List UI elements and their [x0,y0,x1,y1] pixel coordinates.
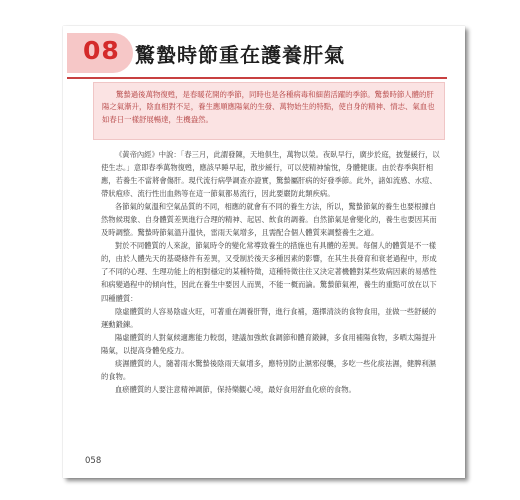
body-paragraph: 《黃帝內經》中說：「春三月，此謂發陳，天地俱生，萬物以榮。夜臥早行，廣步於庭，披髮緩行，以使生志。」意即春季萬物復甦，應該早睡早起，散步緩行，可以使精神愉悅，身體健康。由於春季與肝相應，若養生不當將會傷肝。現代流行病學調查亦證實，驚蟄屬肝病的好發季節。此外，諸如流感、水痘、帶狀疱疹、流行性出血熱等在這一節氣都易流行，因此要嚴防此類疾病。 [101,150,440,199]
chapter-badge [67,33,133,73]
body-paragraph: 各節氣的氣溫和空氣品質的不同，相應的就會有不同的養生方法，所以，驚蟄節氣的養生也要根據自然物候現象、自身體質差異進行合理的精神、起居、飲食的調養。自然節氣是會變化的，養生也要因其而及時調整。驚蟄時節氣溫升溫快，雷雨天氣增多，且需配合個人體質來調整養生之道。 [101,202,437,238]
body-paragraph: 痰濕體質的人，隨著雨水驚蟄後陰雨天氣增多，應特別防止濕邪侵襲，多吃一些化痰祛濕，健脾利濕的食物。 [101,358,437,381]
body-paragraph: 陽虛體質的人對氣候適應能力較弱，建議加強飲食調節和體育鍛鍊，多食用補陽食物，多晒太陽提升陽氣，以提高身體免疫力。 [101,332,437,355]
book-page [63,26,465,478]
chapter-number: 08 [83,36,120,65]
body-text [101,148,441,396]
body-paragraph: 陰虛體質的人容易陰虛火旺，可著重在調養肝腎，進行食補，選擇清淡的食物食用，並做一些舒緩的運動鍛鍊。 [101,306,437,329]
body-paragraph: 對於不同體質的人來說，節氣時令的變化常導致養生的措施也有具體的差異。每個人的體質是不一樣的，由於人體先天的基礎條件有差異，又受制於後天多種因素的影響，在其生長發育和衰老過程中，形成了不同的心理、生理功能上的相對穩定的某種特徵，這種特徵往往又決定著機體對某些致病因素的易感性和病變過程中的傾向性，因此在養生中要因人而異，不能一概而論。驚蟄節氣裡，養生的重點可放在以下四種體質： [101,241,437,303]
page-number: 058 [85,456,102,466]
chapter-header [67,33,447,73]
chapter-title: 驚蟄時節重在護養肝氣 [135,43,345,67]
intro-summary: 驚蟄過後萬物復甦，是春暖花開的季節，同時也是各種病毒和細菌活躍的季節。驚蟄時節人體的肝陽之氣漸升，陰血相對不足，養生應順應陽氣的生發、萬物始生的特點，使自身的精神、情志、氣血也如春日一樣舒展暢達，生機盎然。 [93,82,445,140]
body-paragraph: 血瘀體質的人要注意精神調節，保持樂觀心境，最好食用舒血化瘀的食物。 [115,384,356,394]
header-divider [67,77,447,79]
